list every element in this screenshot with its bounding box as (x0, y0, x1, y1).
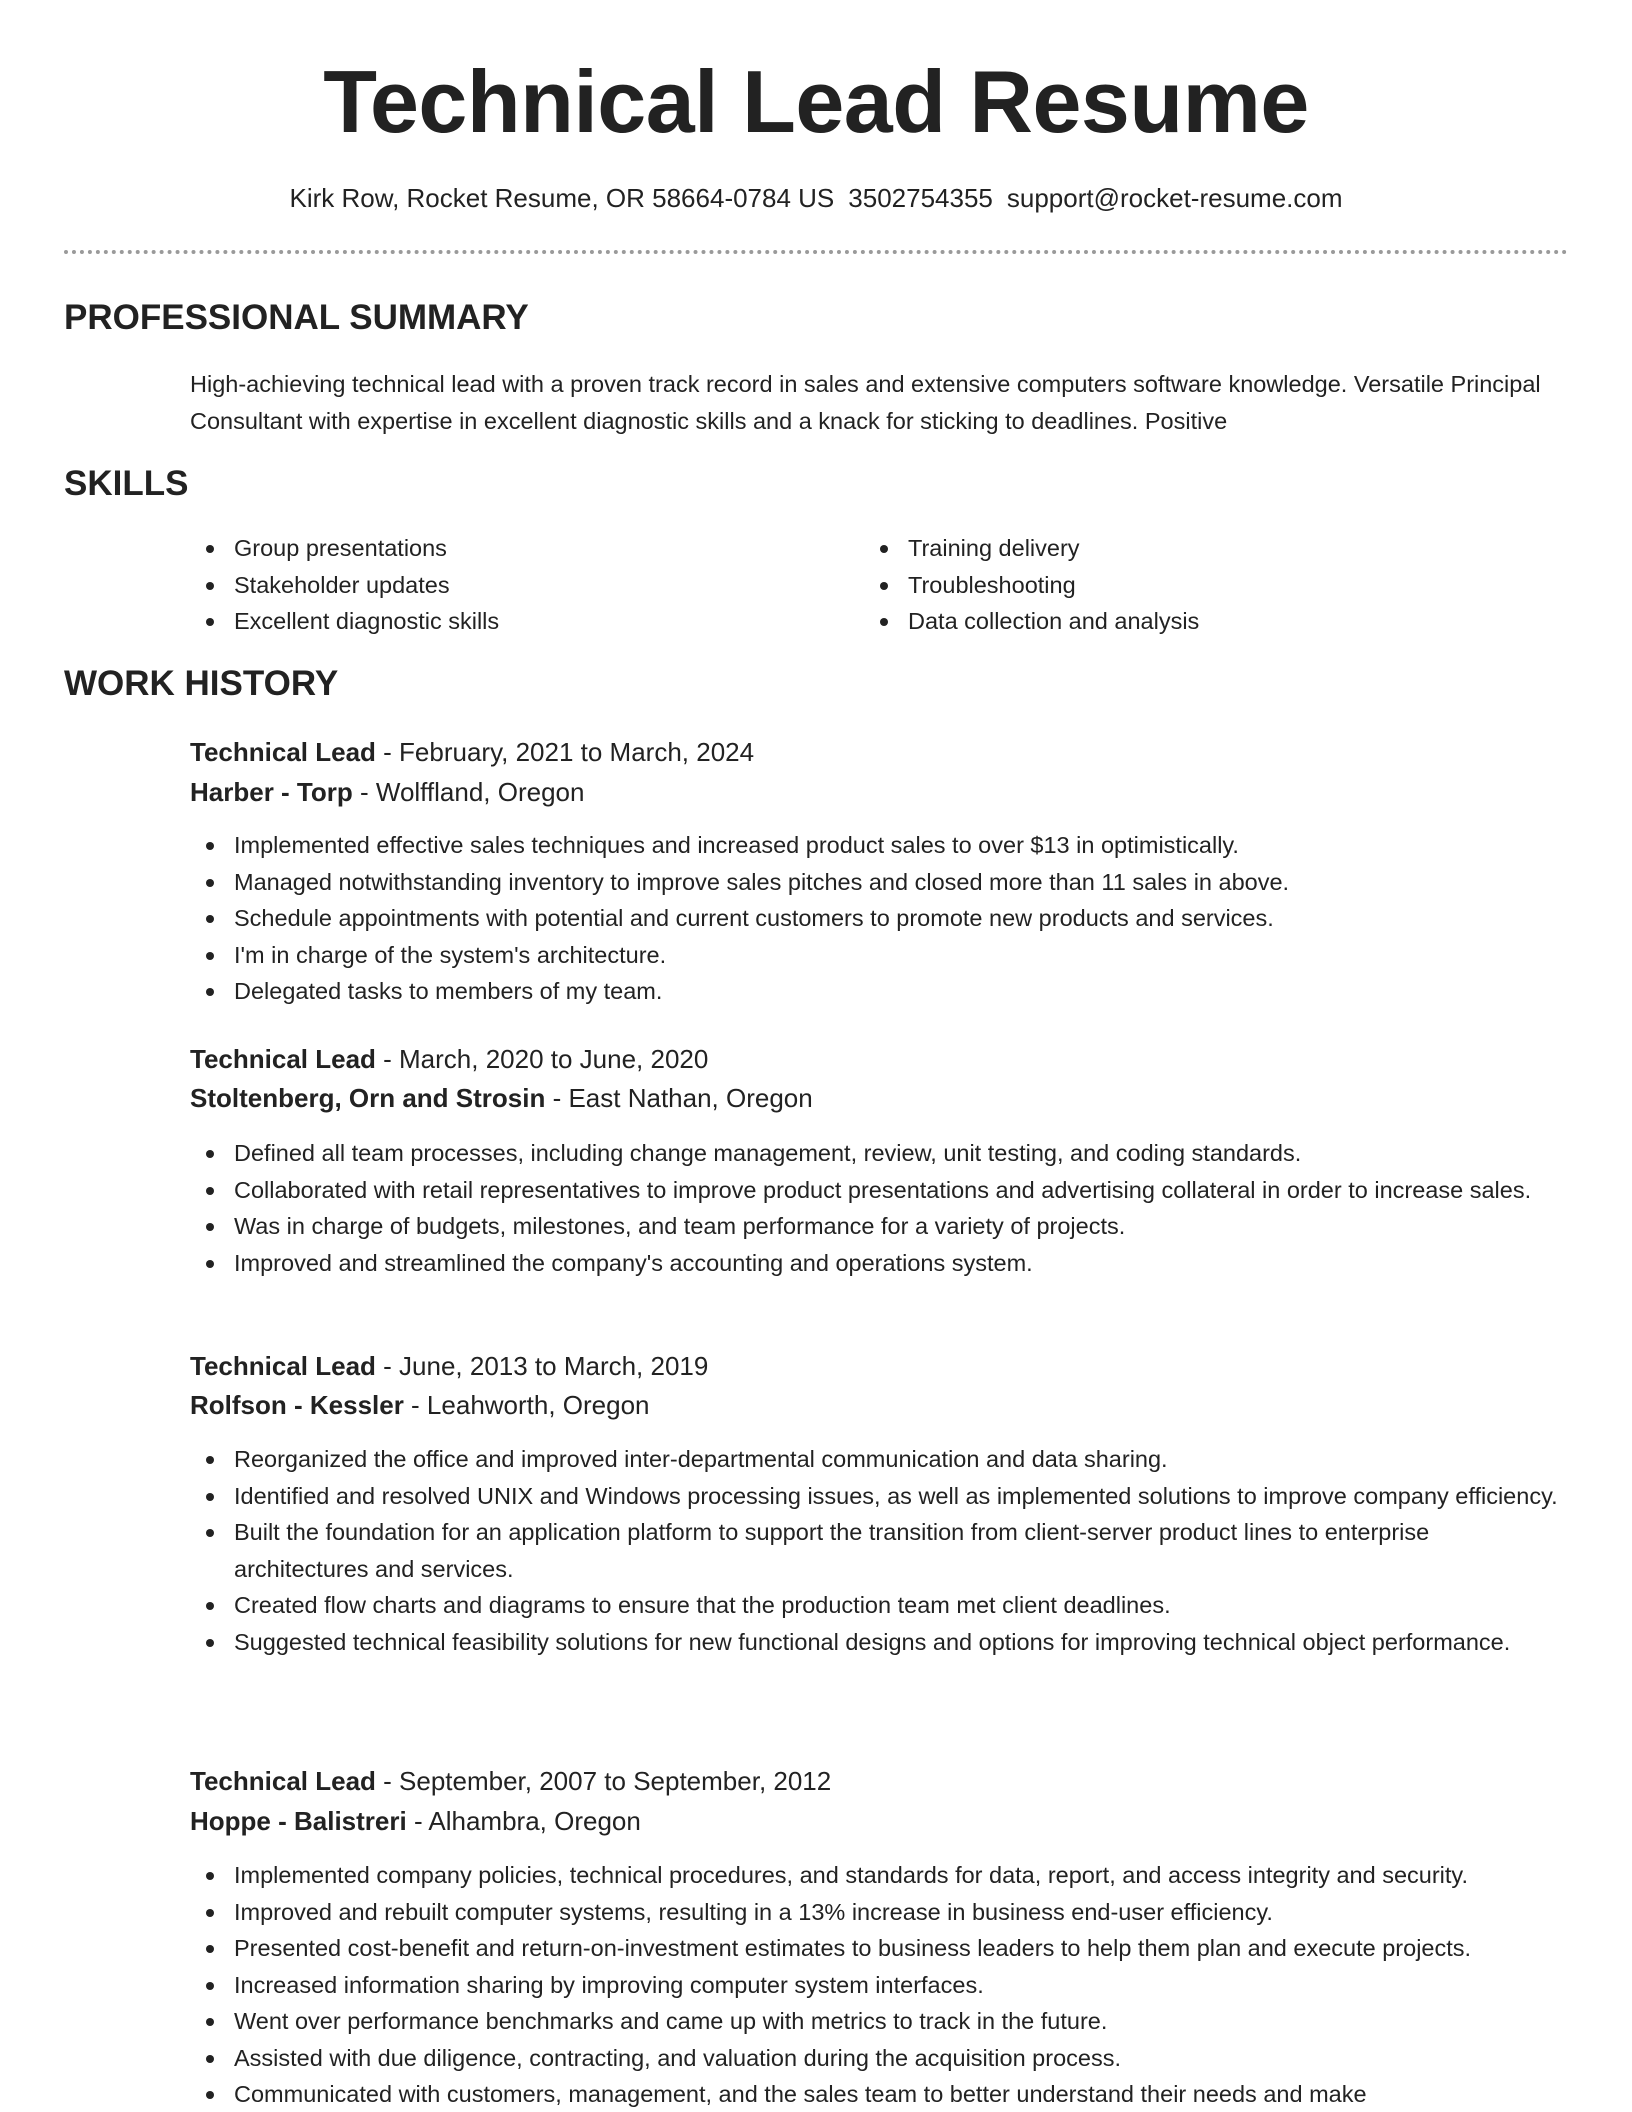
job-bullet: Went over performance benchmarks and came up with metrics to track in the future. (190, 2003, 1570, 2040)
job-bullet: Collaborated with retail representatives to improve product presentations and advertising collateral in order to increase sales. (190, 1172, 1570, 1209)
job-dates: - June, 2013 to March, 2019 (375, 1351, 709, 1381)
job-bullet: Implemented company policies, technical procedures, and standards for data, report, and access integrity and security. (190, 1857, 1570, 1894)
job-bullet: Schedule appointments with potential and current customers to promote new products and services. (190, 900, 1570, 937)
job-company: Hoppe - Balistreri (190, 1806, 407, 1836)
job-bullet: Increased information sharing by improving computer system interfaces. (190, 1967, 1570, 2004)
job-company-line (190, 1078, 1570, 1118)
job-bullet: Reorganized the office and improved inter-departmental communication and data sharing. (190, 1441, 1570, 1478)
job-bullet: Suggested technical feasibility solutions for new functional designs and options for improving technical object performance. (190, 1624, 1570, 1661)
job-role: Technical Lead (190, 737, 376, 767)
summary-text: High-achieving technical lead with a proven track record in sales and extensive computers software knowledge. Versatile Principal Consultant with expertise in excellent diagnostic skills and a knack for sticking to deadlines. Positive (190, 371, 1541, 434)
section-heading-work-history: WORK HISTORY (64, 664, 339, 703)
contact-address: Kirk Row, Rocket Resume, OR 58664-0784 US (289, 183, 835, 213)
job-dates: - February, 2021 to March, 2024 (375, 737, 755, 767)
section-heading-summary: PROFESSIONAL SUMMARY (64, 298, 529, 337)
skill-item: Data collection and analysis (864, 603, 1564, 640)
skill-item: Group presentations (190, 530, 850, 567)
job-bullet: Managed notwithstanding inventory to improve sales pitches and closed more than 11 sales in above. (190, 864, 1570, 901)
job-location: - Wolffland, Oregon (352, 777, 585, 807)
job-bullet: Communicated with customers, management, and the sales team to better understand their needs and make (190, 2076, 1570, 2112)
skill-item: Excellent diagnostic skills (190, 603, 850, 640)
job-company: Rolfson - Kessler (190, 1390, 404, 1420)
job-bullets (190, 1441, 1570, 1660)
resume-title: Technical Lead Resume (323, 52, 1309, 151)
job-bullet: Implemented effective sales techniques and increased product sales to over $13 in optimistically. (190, 827, 1570, 864)
skill-item: Troubleshooting (864, 567, 1564, 604)
job-title-line (190, 1761, 1570, 1801)
contact-phone: 3502754355 (848, 183, 993, 213)
contact-line (0, 180, 1632, 216)
job-location: - Leahworth, Oregon (403, 1390, 650, 1420)
skill-item: Stakeholder updates (190, 567, 850, 604)
job-company-line (190, 1385, 1570, 1425)
job-bullets (190, 827, 1570, 1010)
job-dates: - September, 2007 to September, 2012 (375, 1766, 832, 1796)
job-title-line (190, 1039, 1570, 1079)
job-bullet: Improved and rebuilt computer systems, resulting in a 13% increase in business end-user efficiency. (190, 1894, 1570, 1931)
skills-list-right (864, 530, 1564, 640)
job-bullet: Built the foundation for an application platform to support the transition from client-server product lines to enterprise architectures and services. (190, 1514, 1570, 1587)
job-bullets (190, 1857, 1570, 2112)
job-bullet: I'm in charge of the system's architecture. (190, 937, 1570, 974)
job-role: Technical Lead (190, 1766, 376, 1796)
job-location: - East Nathan, Oregon (545, 1083, 813, 1113)
job-bullet: Presented cost-benefit and return-on-investment estimates to business leaders to help them plan and execute projects. (190, 1930, 1570, 1967)
job-company: Harber - Torp (190, 777, 353, 807)
job-role: Technical Lead (190, 1351, 376, 1381)
job-company-line (190, 772, 1570, 812)
job-bullet: Was in charge of budgets, milestones, and team performance for a variety of projects. (190, 1208, 1570, 1245)
job-bullet: Created flow charts and diagrams to ensure that the production team met client deadlines. (190, 1587, 1570, 1624)
job-bullet: Identified and resolved UNIX and Windows processing issues, as well as implemented solutions to improve company efficiency. (190, 1478, 1570, 1515)
job-dates: - March, 2020 to June, 2020 (375, 1044, 709, 1074)
job-bullet: Defined all team processes, including change management, review, unit testing, and coding standards. (190, 1135, 1570, 1172)
job-title-line (190, 732, 1570, 772)
job-location: - Alhambra, Oregon (406, 1806, 641, 1836)
job-bullet: Assisted with due diligence, contracting, and valuation during the acquisition process. (190, 2040, 1570, 2077)
job-bullet: Improved and streamlined the company's accounting and operations system. (190, 1245, 1570, 1282)
section-heading-skills: SKILLS (64, 464, 189, 503)
job-title-line (190, 1346, 1570, 1386)
job-bullets (190, 1135, 1570, 1281)
skill-item: Training delivery (864, 530, 1564, 567)
job-company: Stoltenberg, Orn and Strosin (190, 1083, 546, 1113)
job-bullet: Delegated tasks to members of my team. (190, 973, 1570, 1010)
job-company-line (190, 1801, 1570, 1841)
contact-email: support@rocket-resume.com (1006, 183, 1343, 213)
skills-list-left (190, 530, 850, 640)
job-role: Technical Lead (190, 1044, 376, 1074)
header-divider (64, 250, 1568, 254)
